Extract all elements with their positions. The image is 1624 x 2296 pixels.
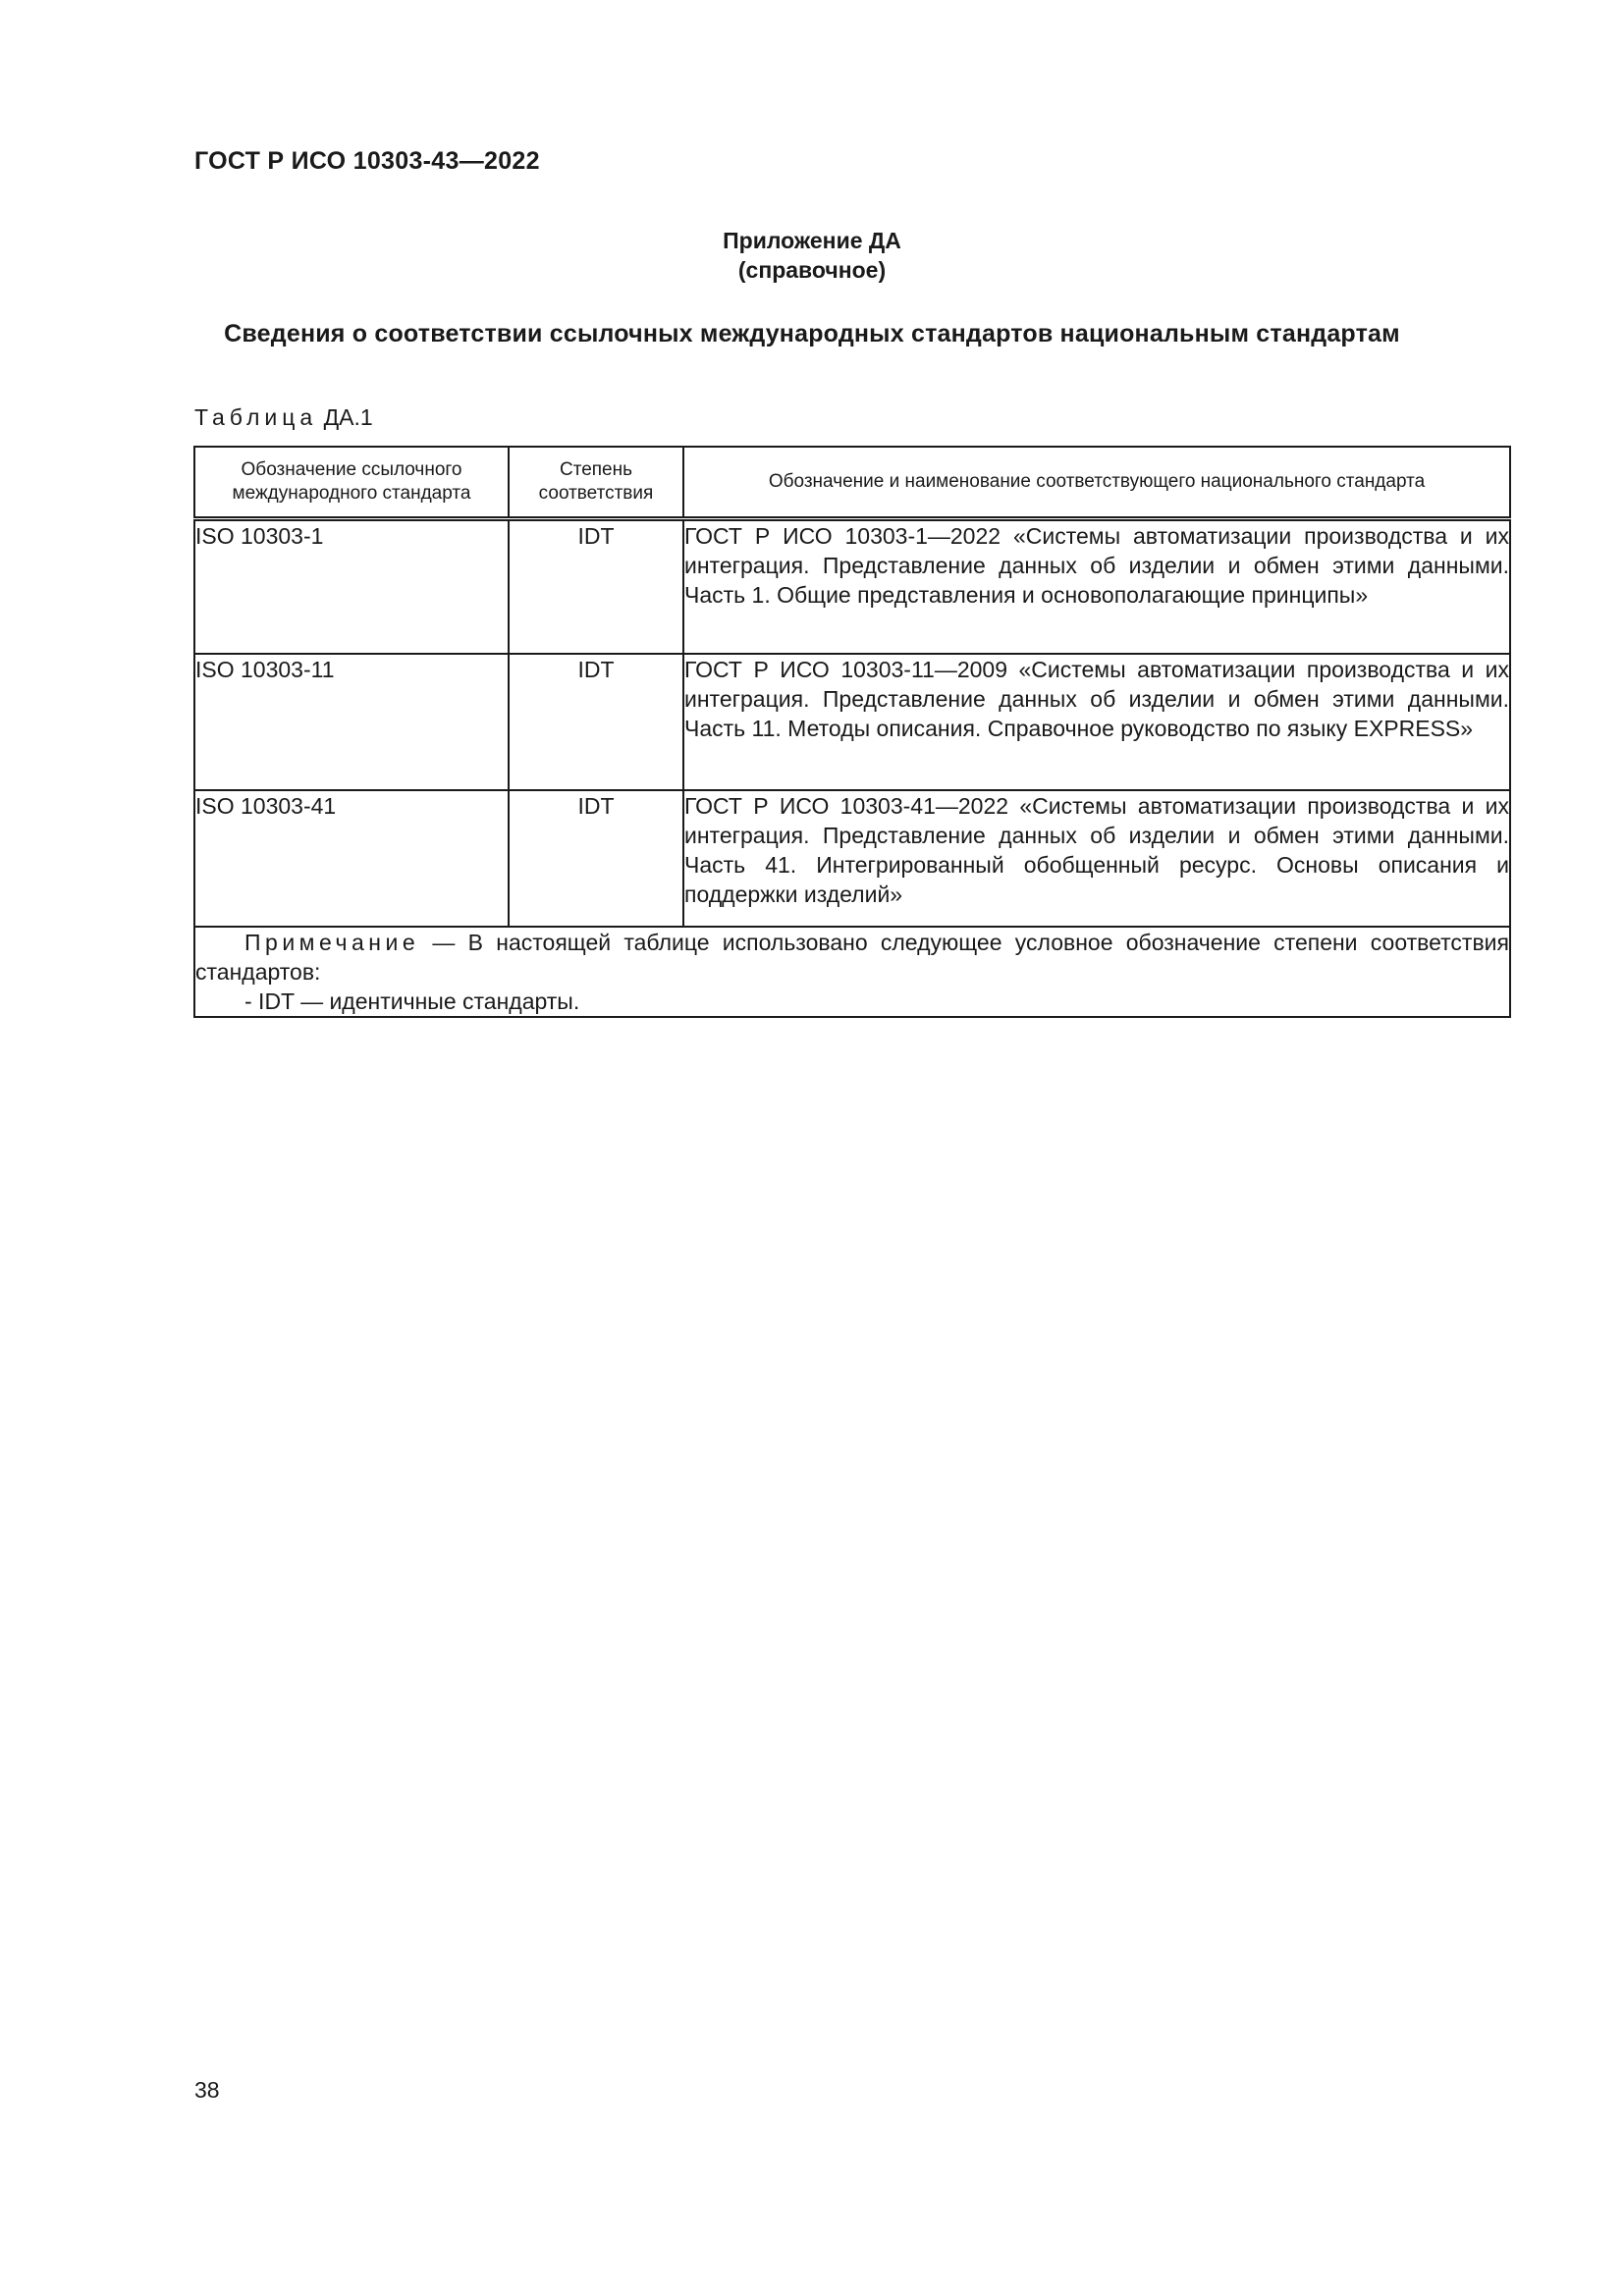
table-row — [194, 519, 1510, 654]
table-caption-label: Таблица — [194, 404, 318, 430]
table-row — [194, 654, 1510, 790]
cell-degree: IDT — [509, 519, 683, 654]
cell-degree: IDT — [509, 790, 683, 927]
cell-national-standard: ГОСТ Р ИСО 10303-1—2022 «Системы автоматизации производства и их интеграция. Представление данных об изделии и обмен этими данными. Часть 1. Общие представления и основополагающие принципы» — [683, 519, 1510, 654]
annex-status: (справочное) — [737, 257, 887, 283]
cell-national-standard: ГОСТ Р ИСО 10303-41—2022 «Системы автоматизации производства и их интеграция. Представление данных об изделии и обмен этими данными. Часть 41. Интегрированный обобщенный ресурс. Основы описания и поддержки изделий» — [683, 790, 1510, 927]
table-header-row — [194, 447, 1510, 519]
column-header-degree: Степень соответствия — [509, 447, 683, 519]
table-caption — [194, 404, 373, 431]
annex-title: Приложение ДА — [723, 228, 901, 253]
table-note-row — [194, 927, 1510, 1017]
document-code: ГОСТ Р ИСО 10303-43—2022 — [194, 147, 540, 175]
cell-international-standard: ISO 10303-11 — [194, 654, 509, 790]
cell-degree: IDT — [509, 654, 683, 790]
note-label: Примечание — [244, 929, 420, 955]
cell-international-standard: ISO 10303-1 — [194, 519, 509, 654]
column-header-national: Обозначение и наименование соответствующего национального стандарта — [683, 447, 1510, 519]
column-header-international: Обозначение ссылочного международного стандарта — [194, 447, 509, 519]
table-caption-number: ДА.1 — [323, 404, 373, 430]
page-number: 38 — [194, 2077, 220, 2103]
correspondence-table — [193, 446, 1511, 1018]
note-list-item: - IDT — идентичные стандарты. — [244, 988, 580, 1014]
annex-title-block — [0, 226, 1624, 285]
cell-international-standard: ISO 10303-41 — [194, 790, 509, 927]
table-note — [194, 927, 1510, 1017]
annex-heading: Сведения о соответствии ссылочных международных стандартов национальным стандартам — [224, 320, 1400, 347]
table-row — [194, 790, 1510, 927]
cell-national-standard: ГОСТ Р ИСО 10303-11—2009 «Системы автоматизации производства и их интеграция. Представление данных об изделии и обмен этими данными. Часть 11. Методы описания. Справочное руководство по языку EXPRESS» — [683, 654, 1510, 790]
note-text: — В настоящей таблице использовано следующее условное обозначение степени соответствия стандартов: — [195, 929, 1509, 985]
